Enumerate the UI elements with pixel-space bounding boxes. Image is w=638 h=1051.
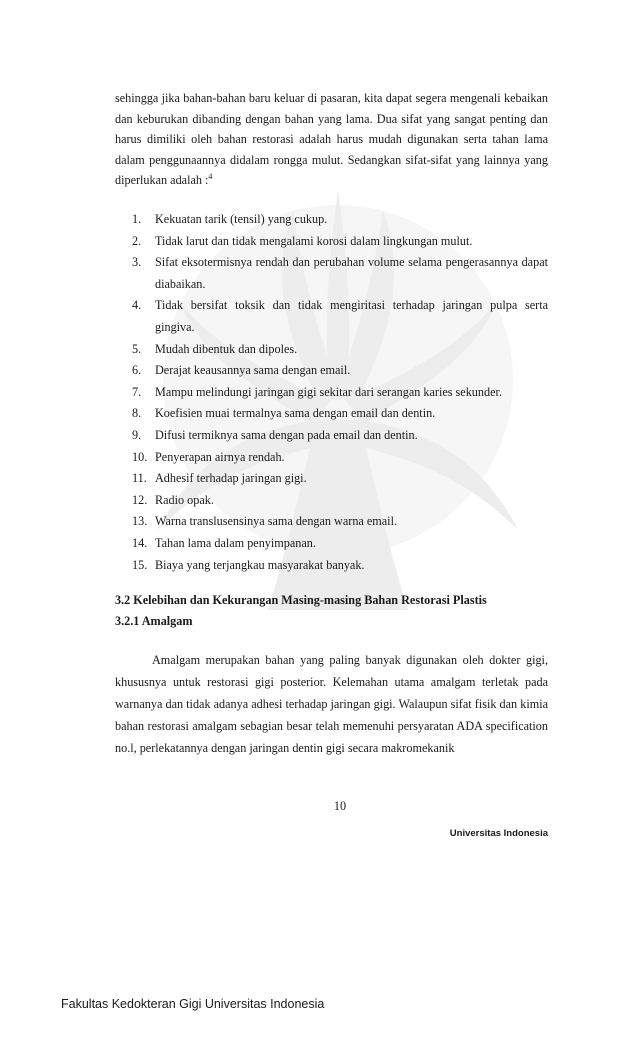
list-item-number: 4. xyxy=(132,298,142,313)
university-label: Universitas Indonesia xyxy=(449,828,548,839)
list-item xyxy=(132,468,548,490)
list-item-text: Penyerapan airnya rendah. xyxy=(155,449,285,464)
list-item-text: Derajat keausannya sama dengan email. xyxy=(155,363,351,378)
list-item-number: 10. xyxy=(132,449,148,464)
list-item xyxy=(132,252,548,295)
list-item xyxy=(132,555,548,577)
list-item-text: Tahan lama dalam penyimpanan. xyxy=(155,535,316,550)
list-item-number: 5. xyxy=(132,341,142,356)
list-item xyxy=(132,382,548,404)
list-item xyxy=(132,511,548,533)
list-item-number: 14. xyxy=(132,535,148,550)
list-item-text: Biaya yang terjangkau masyarakat banyak. xyxy=(155,557,365,572)
list-item-number: 3. xyxy=(132,255,142,270)
list-item-number: 7. xyxy=(132,384,142,399)
page-number: 10 xyxy=(333,799,347,813)
list-item xyxy=(132,447,548,469)
list-item xyxy=(132,231,548,253)
list-item xyxy=(132,490,548,512)
list-item-text: Mudah dibentuk dan dipoles. xyxy=(155,341,298,356)
list-item xyxy=(132,360,548,382)
faculty-footer: Fakultas Kedokteran Gigi Universitas Indonesia xyxy=(61,997,325,1011)
list-item-number: 8. xyxy=(132,406,142,421)
list-item-text: Radio opak. xyxy=(155,492,214,507)
list-item xyxy=(132,533,548,555)
list-item xyxy=(132,403,548,425)
list-item-text: Difusi termiknya sama dengan pada email dan dentin. xyxy=(155,427,418,442)
list-item-number: 11. xyxy=(132,471,147,486)
requirements-list xyxy=(132,209,548,576)
list-item xyxy=(132,209,548,231)
list-item-number: 15. xyxy=(132,557,148,572)
intro-paragraph xyxy=(115,88,548,191)
list-item-number: 9. xyxy=(132,427,142,442)
subsection-heading: 3.2.1 Amalgam xyxy=(115,614,193,628)
list-item-number: 1. xyxy=(132,212,142,226)
citation-superscript: 4 xyxy=(208,172,213,181)
list-item xyxy=(132,295,548,338)
list-item-text: Tidak bersifat toksik dan tidak mengiritasi terhadap jaringan pulpa serta gingiva. xyxy=(155,298,548,334)
list-item-number: 12. xyxy=(132,492,148,507)
list-item-text: Tidak larut dan tidak mengalami korosi dalam lingkungan mulut. xyxy=(155,233,473,248)
list-item-number: 2. xyxy=(132,233,142,248)
list-item-number: 6. xyxy=(132,363,142,378)
amalgam-paragraph: Amalgam merupakan bahan yang paling banyak digunakan oleh dokter gigi, khususnya untuk restorasi gigi posterior. Kelemahan utama amalgam terletak pada warnanya dan tidak adanya adhesi terhadap jaringan gigi. Walaupun sifat fisik dan kimia bahan restorasi amalgam sebagian besar telah memenuhi persyaratan ADA specification no.l, perlekatannya dengan jaringan dentin gigi secara makromekanik xyxy=(115,653,548,755)
section-heading: 3.2 Kelebihan dan Kekurangan Masing-masing Bahan Restorasi Plastis xyxy=(115,593,487,607)
list-item-number: 13. xyxy=(132,514,148,529)
list-item-text: Warna translusensinya sama dengan warna email. xyxy=(155,514,397,529)
list-item-text: Mampu melindungi jaringan gigi sekitar dari serangan karies sekunder. xyxy=(155,384,502,399)
list-item-text: Koefisien muai termalnya sama dengan email dan dentin. xyxy=(155,406,436,421)
intro-text: sehingga jika bahan-bahan baru keluar di pasaran, kita dapat segera mengenali kebaikan dan keburukan dibanding dengan bahan yang lama. Dua sifat yang sangat penting dan harus dimiliki oleh bahan restorasi adalah harus mudah digunakan serta tahan lama dalam penggunaannya didalam rongga mulut. Sedangkan sifat-sifat yang lainnya yang diperlukan adalah : xyxy=(115,91,548,187)
list-item-text: Sifat eksotermisnya rendah dan perubahan volume selama pengerasannya dapat diabaikan. xyxy=(155,255,548,291)
list-item xyxy=(132,339,548,361)
list-item xyxy=(132,425,548,447)
list-item-text: Adhesif terhadap jaringan gigi. xyxy=(155,471,307,486)
list-item-text: Kekuatan tarik (tensil) yang cukup. xyxy=(155,212,328,226)
